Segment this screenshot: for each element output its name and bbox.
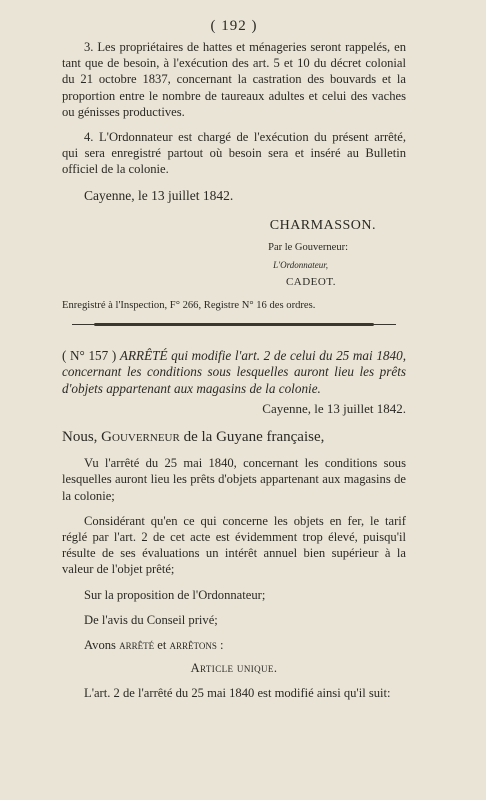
- date-line: Cayenne, le 13 juillet 1842.: [84, 187, 234, 203]
- page-number: ( 192 ): [210, 18, 258, 34]
- section-divider: [94, 323, 374, 326]
- avons-et: et: [157, 637, 167, 652]
- paragraph-3: 3. Les propriétaires de hattes et ménageries seront rappelés, en tant que de besoin, à l'exécution des art. 5 et 10 du décret colonial du 21 octobre 1837, concernant la castration des bouvards et la proportion entre le nombre de taureaux adultes et celui des vaches ou génisses productives.: [62, 40, 406, 119]
- signature-by: Par le Gouverneur:: [268, 241, 348, 253]
- paragraph-proposition: Sur la proposition de l'Ordonnateur;: [84, 587, 266, 602]
- decree-heading: [62, 348, 406, 398]
- decree-date: Cayenne, le 13 juillet 1842.: [262, 401, 406, 417]
- avons-arrete: arrêté: [119, 637, 155, 652]
- avons-word: Avons: [84, 637, 116, 652]
- avons-arretons: arrêtons: [169, 637, 217, 652]
- paragraph-4: 4. L'Ordonnateur est chargé de l'exécution du présent arrêté, qui sera enregistré partout où besoin sera et inséré au Bulletin officiel de la colonie.: [62, 130, 406, 177]
- signature-name-2: CADEOT.: [285, 275, 336, 288]
- decree-preamble: [62, 429, 406, 446]
- decree-number: ( N° 157 ): [62, 347, 117, 363]
- article-heading: Article unique.: [190, 661, 278, 676]
- preamble-place: de la Guyane française,: [183, 429, 325, 446]
- signature-role: L'Ordonnateur,: [273, 259, 328, 270]
- preamble-nous: Nous,: [62, 429, 98, 446]
- decree-title: ARRÊTÉ qui modifie l'art. 2 de celui du 25 mai 1840, concernant les conditions sous lesquelles auront lieu les prêts d'objets appartenant aux magasins de la colonie.: [62, 347, 406, 396]
- paragraph-avis: De l'avis du Conseil privé;: [84, 612, 218, 627]
- preamble-gouverneur: Gouverneur: [101, 429, 180, 446]
- signature-name: CHARMASSON.: [269, 217, 376, 233]
- registration-note: Enregistré à l'Inspection, F° 266, Registre N° 16 des ordres.: [62, 299, 316, 311]
- paragraph-avons: [62, 637, 406, 653]
- paragraph-considerant: Considérant qu'en ce qui concerne les objets en fer, le tarif réglé par l'art. 2 de cet acte est évidemment trop élevé, puisqu'il résulte de ses évaluations un intérêt annuel bien supérieur à la valeur de l'objet prêté;: [62, 513, 406, 577]
- avons-colon: :: [220, 637, 224, 652]
- article-text: L'art. 2 de l'arrêté du 25 mai 1840 est modifié ainsi qu'il suit:: [84, 686, 391, 701]
- paragraph-vu: Vu l'arrêté du 25 mai 1840, concernant les conditions sous lesquelles auront lieu les prêts d'objets appartenant aux magasins de la colonie;: [62, 456, 406, 503]
